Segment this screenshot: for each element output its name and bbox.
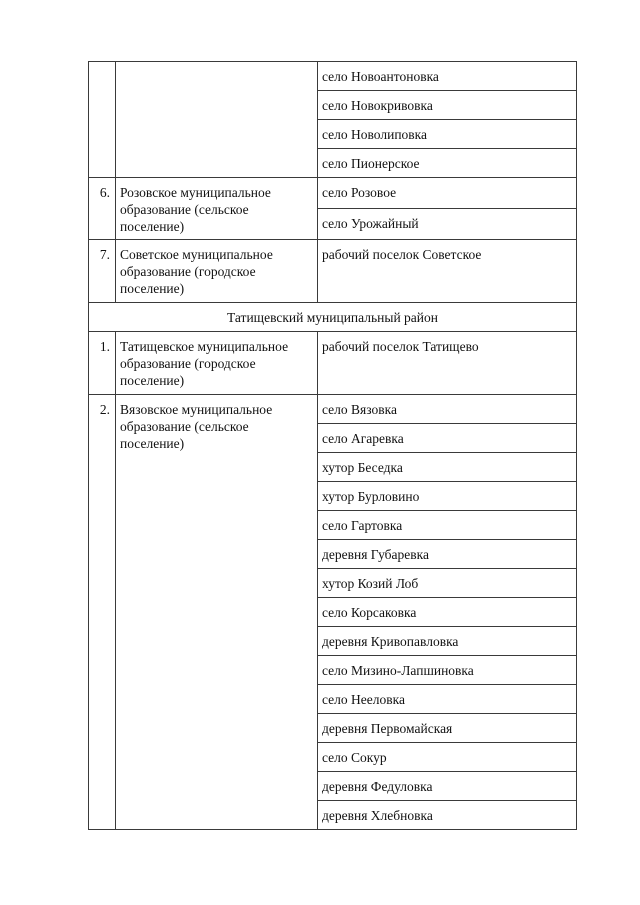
table-row [89,240,577,303]
settlement-cell: село Корсаковка [318,598,577,627]
entry-number: 2. [89,395,116,830]
municipality-name: Розовское муниципальное образование (сельское поселение) [116,178,318,240]
settlement-cell: село Розовое [318,178,577,209]
entry-number: 6. [89,178,116,240]
settlement-cell: село Новолиповка [318,120,577,149]
settlement-cell: село Пионерское [318,149,577,178]
municipality-name: Вязовское муниципальное образование (сельское поселение) [116,395,318,830]
settlement-cell: село Гартовка [318,511,577,540]
municipality-name: Татищевское муниципальное образование (городское поселение) [116,332,318,395]
settlement-cell: хутор Беседка [318,453,577,482]
settlement-cell: рабочий поселок Татищево [318,332,577,395]
number-cell [89,62,116,178]
settlement-cell: хутор Бурловино [318,482,577,511]
settlement-cell: село Мизино-Лапшиновка [318,656,577,685]
settlement-cell: село Нееловка [318,685,577,714]
entry-number: 7. [89,240,116,303]
settlement-cell: деревня Хлебновка [318,801,577,830]
settlement-cell: село Сокур [318,743,577,772]
settlement-cell: деревня Губаревка [318,540,577,569]
table-row [89,332,577,395]
table-row [89,395,577,424]
settlement-cell: село Новокривовка [318,91,577,120]
settlement-cell: село Новоантоновка [318,62,577,91]
settlement-cell: деревня Федуловка [318,772,577,801]
district-header: Татищевский муниципальный район [89,303,577,332]
entry-number: 1. [89,332,116,395]
settlement-cell: село Вязовка [318,395,577,424]
settlements-table-body [89,62,577,830]
settlements-table [88,61,577,830]
settlement-cell: хутор Козий Лоб [318,569,577,598]
settlement-cell: село Агаревка [318,424,577,453]
district-header-row [89,303,577,332]
settlement-cell: село Урожайный [318,209,577,240]
settlement-cell: деревня Кривопавловка [318,627,577,656]
table-row [89,178,577,209]
municipality-name: Советское муниципальное образование (городское поселение) [116,240,318,303]
settlement-cell: деревня Первомайская [318,714,577,743]
municipality-cell [116,62,318,178]
settlement-cell: рабочий поселок Советское [318,240,577,303]
table-row [89,62,577,91]
